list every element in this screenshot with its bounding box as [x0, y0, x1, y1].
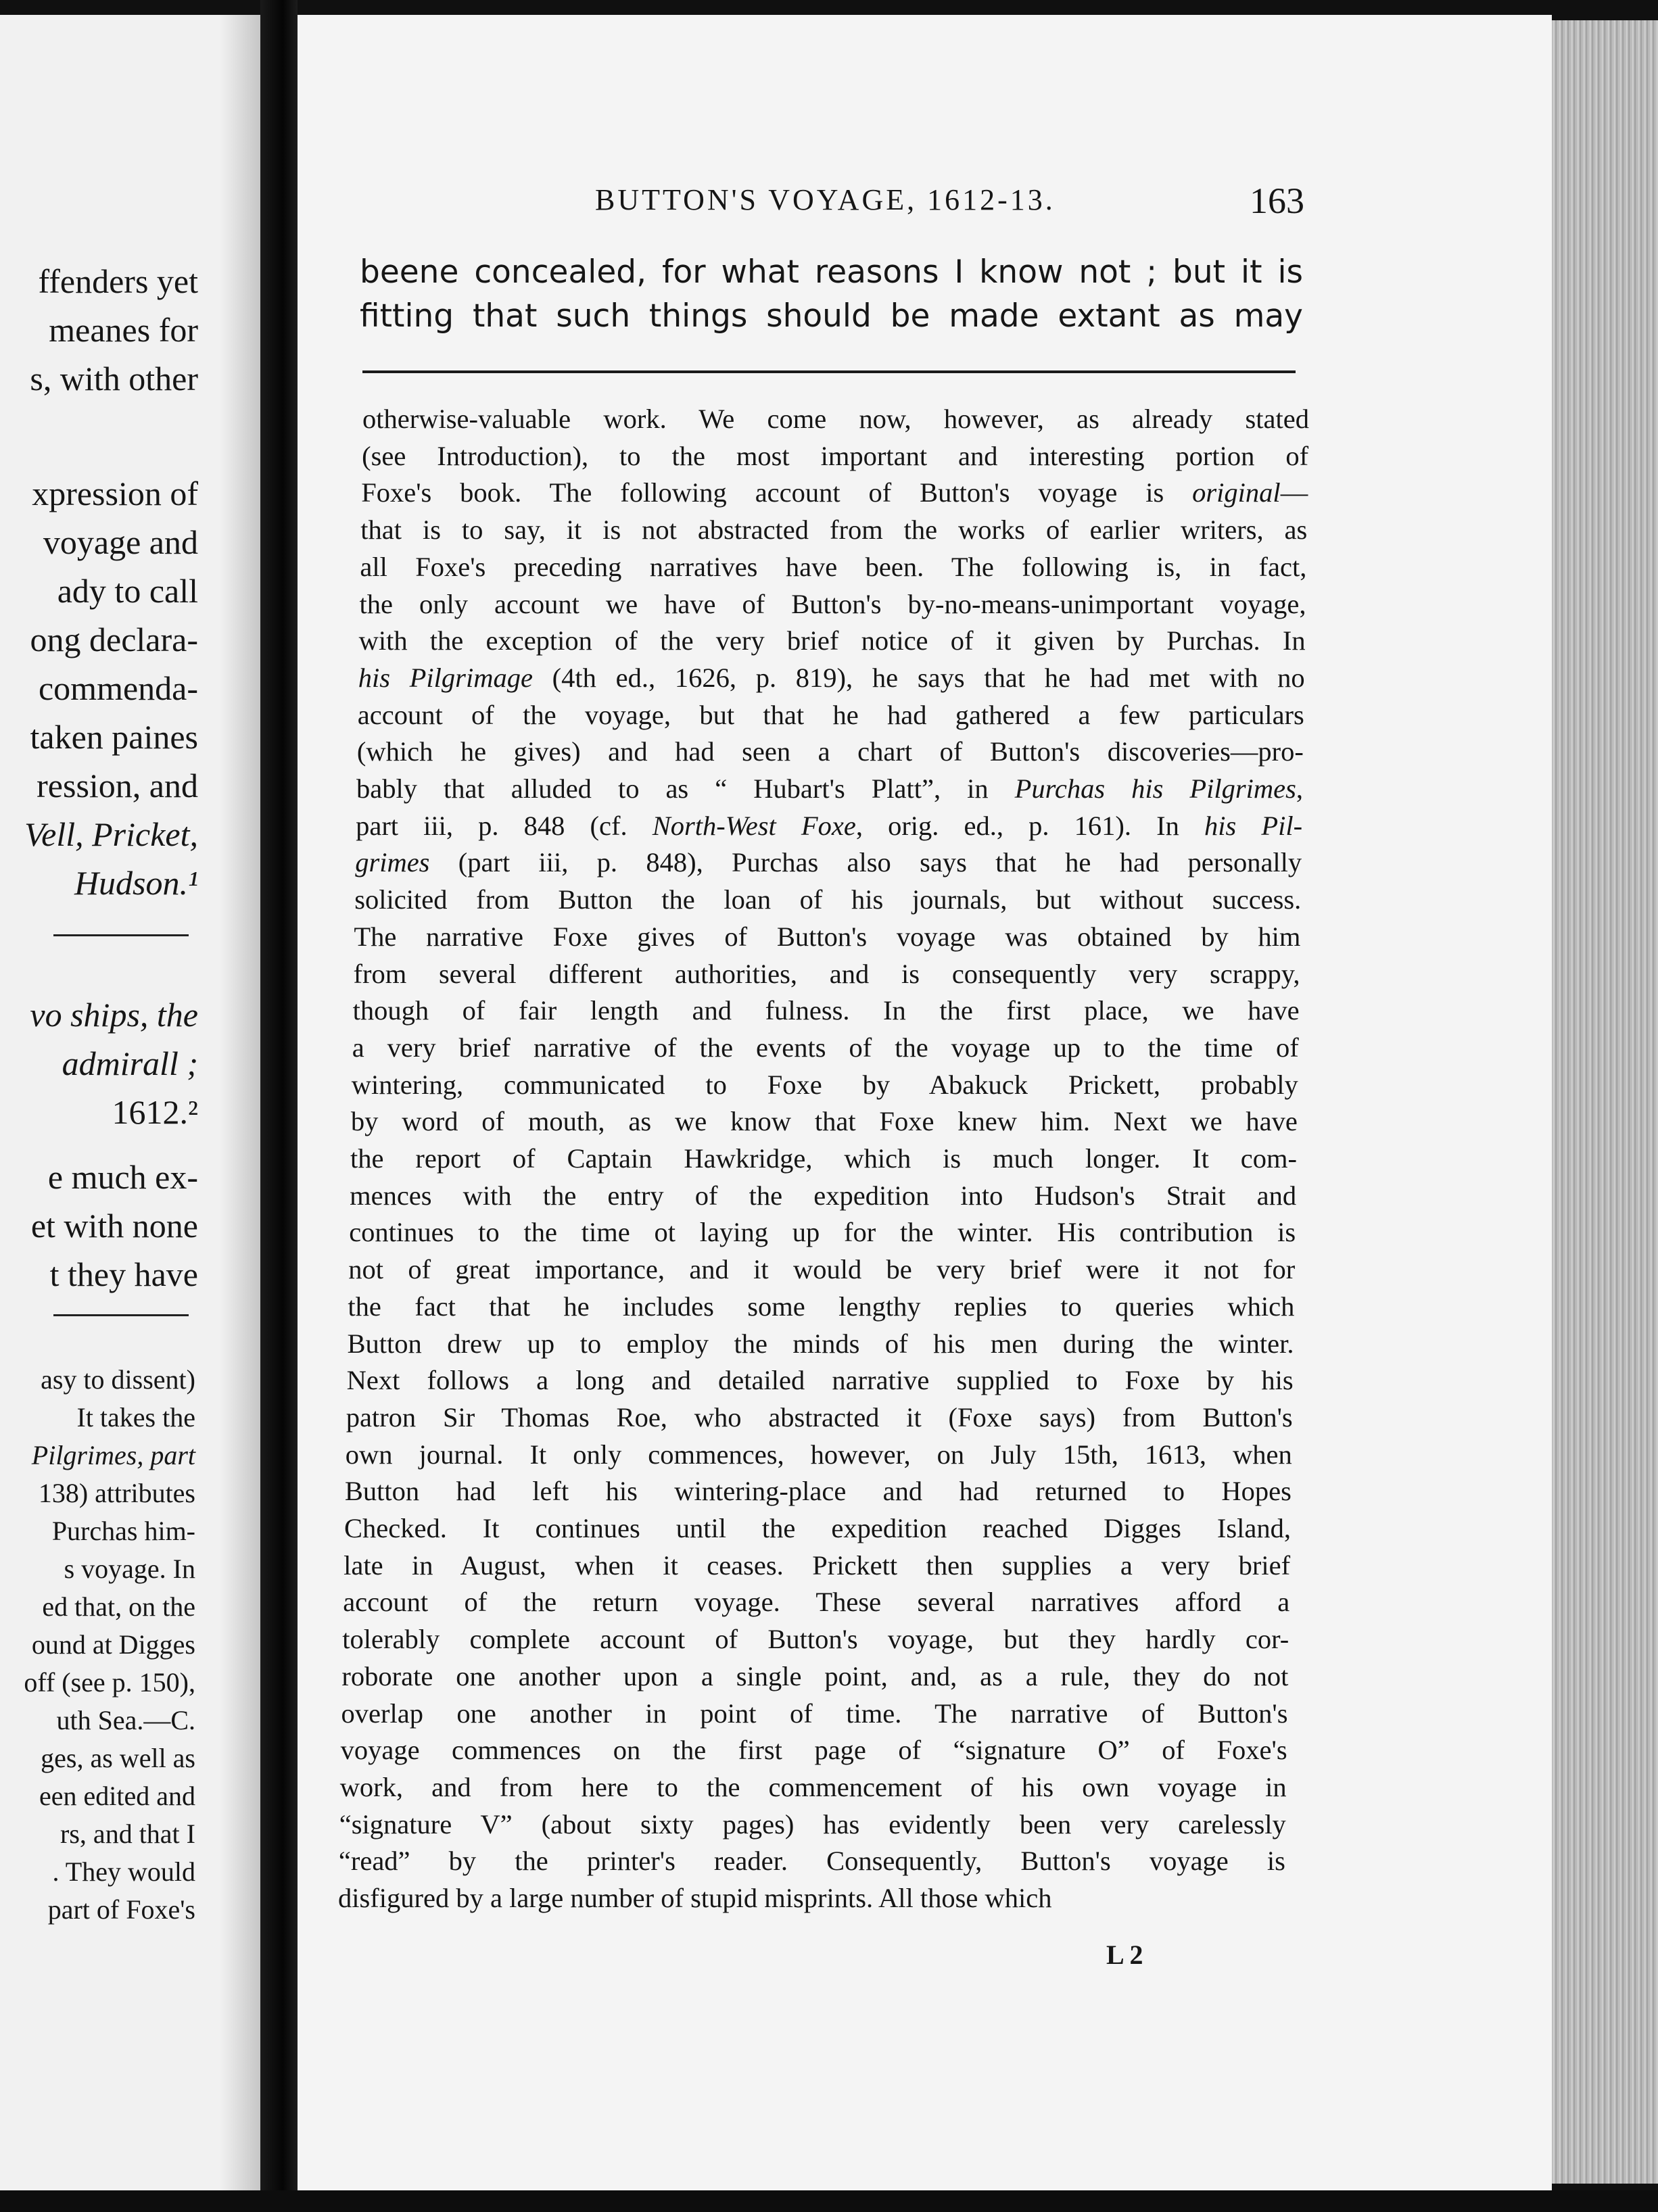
footnote-text: “read” by the printer's reader. Consequently, Button's voyage is: [338, 1846, 1285, 1877]
left-footnote-line: part of Foxe's: [47, 1894, 195, 1925]
footnote-line: [346, 1439, 1292, 1470]
footnote-text: that is to say, it is not abstracted from the works of earlier writers, as: [360, 514, 1308, 546]
footnote-line: [344, 1549, 1290, 1581]
footnote-line: [352, 1069, 1298, 1101]
footnote-text: voyage commences on the first page of “signature O” of Foxe's: [340, 1735, 1287, 1766]
footnote-text: , orig. ed., p. 161). In: [855, 810, 1204, 841]
left-text-line: xpression of: [32, 475, 198, 512]
footnote-text: patron Sir Thomas Roe, who abstracted it (Foxe says) from Button's: [346, 1401, 1293, 1433]
footnote-text: his Pil-: [1204, 810, 1303, 841]
left-text-line: ong declara-: [30, 621, 198, 658]
main-text-line: beene concealed, for what reasons I know not ; but it is: [360, 254, 1303, 291]
left-text-line: voyage and: [43, 523, 198, 561]
scanner-bed: [0, 2190, 1658, 2212]
footnote-line: [352, 1032, 1299, 1063]
footnote-line: [353, 994, 1300, 1026]
page-header: [595, 183, 1056, 217]
footnote-line: [342, 1623, 1289, 1655]
footnote-text: tolerably complete account of Button's voyage, but they hardly cor-: [342, 1624, 1289, 1655]
footnote-text: own journal. It only commences, however, on July 15th, 1613, when: [345, 1439, 1292, 1470]
footnote-rule: [362, 370, 1296, 373]
footnote-line: [360, 551, 1306, 583]
footnote-text: The narrative Foxe gives of Button's voyage was obtained by him: [354, 921, 1301, 952]
left-text-line: ady to call: [57, 572, 198, 610]
footnote-text: the fact that he includes some lengthy replies to queries which: [348, 1291, 1295, 1322]
footnote-text: account of the voyage, but that he had gathered a few particulars: [357, 699, 1304, 730]
footnote-line: [338, 1882, 1285, 1914]
footnote-line: [349, 1216, 1296, 1248]
footnote-text: North-West Foxe: [652, 810, 856, 841]
left-text-line: s, with other: [30, 360, 198, 398]
left-text-line: Hudson.¹: [74, 864, 198, 902]
left-footnote-line: ed that, on the: [42, 1591, 195, 1622]
footnote-text: all Foxe's preceding narratives have been. The following is, in fact,: [360, 551, 1307, 582]
left-text-line: Vell, Pricket,: [24, 815, 198, 853]
left-text-line: meanes for: [49, 311, 198, 349]
footnote-text: by word of mouth, as we know that Foxe knew him. Next we have: [350, 1106, 1298, 1137]
footnote-line: [354, 884, 1301, 915]
footnote-text: overlap one another in point of time. The narrative of Button's: [341, 1698, 1288, 1729]
footnote-line: [348, 1253, 1295, 1285]
footnote-line: [340, 1771, 1287, 1803]
left-footnote-line: s voyage. In: [64, 1554, 195, 1584]
footnote-line: [343, 1586, 1289, 1618]
running-head: BUTTON'S VOYAGE, 1612-13.: [595, 183, 1056, 216]
footnote-line: [355, 846, 1302, 878]
left-footnote-line: asy to dissent): [41, 1364, 195, 1395]
footnote-text: “signature V” (about sixty pages) has evidently been very carelessly: [339, 1808, 1286, 1840]
footnote-line: [354, 921, 1300, 953]
page-edges: [1552, 20, 1658, 2184]
footnote-text: (which he gives) and had seen a chart of Button's discoveries—pro-: [356, 736, 1304, 767]
footnote-text: grimes: [355, 847, 430, 878]
left-text-line: vo ships, the: [30, 996, 198, 1034]
footnote-line: [350, 1180, 1296, 1211]
footnote-text: wintering, communicated to Foxe by Abakuck Prickett, probably: [351, 1069, 1298, 1100]
left-footnote-rule: [53, 934, 189, 936]
left-text-line: et with none: [30, 1207, 198, 1245]
footnote-text: Checked. It continues until the expedition reached Digges Island,: [344, 1513, 1291, 1543]
footnote-line: [341, 1660, 1288, 1692]
footnote-text: Button drew up to employ the minds of his men during the winter.: [347, 1328, 1294, 1359]
footnote-line: [341, 1698, 1288, 1729]
footnote-text: mences with the entry of the expedition into Hudson's Strait and: [350, 1180, 1297, 1211]
footnote-text: roborate one another upon a single point, and, as a rule, they do not: [341, 1660, 1289, 1691]
footnote-line: [339, 1845, 1285, 1877]
left-footnote-line: ges, as well as: [41, 1743, 195, 1773]
left-footnote-line: 138) attributes: [38, 1478, 195, 1508]
footnote-line: [345, 1475, 1292, 1507]
footnote-text: (part iii, p. 848), Purchas also says that he had personally: [429, 847, 1302, 878]
footnote-line: [359, 625, 1306, 656]
footnote-line: [358, 662, 1305, 694]
footnote-text: late in August, when it ceases. Prickett then supplies a very brief: [344, 1549, 1291, 1581]
footnote-line: [346, 1401, 1293, 1433]
left-footnote-line: . They would: [52, 1856, 195, 1887]
footnote-text: —: [1280, 477, 1308, 508]
footnote-text: Purchas his Pilgrimes: [1014, 773, 1296, 804]
footnote-line: [347, 1364, 1294, 1396]
footnote-line: [339, 1808, 1286, 1840]
left-footnote-line: uth Sea.—C.: [56, 1705, 195, 1735]
main-text-line: fitting that such things should be made extant as may: [360, 297, 1303, 335]
footnote-line: [360, 514, 1307, 546]
footnote-text: solicited from Button the loan of his journals, but without success.: [354, 884, 1302, 915]
footnote-line: [362, 403, 1309, 435]
footnote-text: otherwise-valuable work. We come now, however, as already stated: [362, 404, 1309, 434]
footnote-line: [348, 1328, 1294, 1360]
footnote-line: [356, 773, 1303, 804]
book-gutter: [260, 0, 298, 2212]
footnote-line: [344, 1512, 1291, 1544]
footnote-text: account of the return voyage. These several narratives afford a: [343, 1587, 1290, 1618]
footnote-text: not of great importance, and it would be very brief were it not for: [348, 1254, 1296, 1285]
footnote-text: with the exception of the very brief notice of it given by Purchas. In: [358, 625, 1306, 656]
left-footnote-line: een edited and: [39, 1781, 195, 1811]
left-text-line: e much ex-: [47, 1158, 198, 1196]
page-curve-shadow: [220, 15, 260, 2198]
left-text-line: 1612.²: [112, 1093, 198, 1131]
footnote-text: Foxe's book. The following account of Button's voyage is: [361, 477, 1193, 508]
footnote-text: the report of Captain Hawkridge, which is much longer. It com-: [350, 1143, 1297, 1174]
signature-mark: L 2: [1106, 1940, 1143, 1970]
footnote-text: bably that alluded to as “ Hubart's Platt”, in: [356, 773, 1015, 804]
left-text-line: admirall ;: [62, 1044, 198, 1082]
left-footnote-line: It takes the: [76, 1402, 195, 1433]
left-footnote-line: Pilgrimes, part: [31, 1440, 195, 1470]
footnote-text: ,: [1296, 773, 1303, 804]
page-number: 163: [1250, 181, 1304, 221]
footnote-text: though of fair length and fulness. In the first place, we have: [352, 995, 1300, 1026]
left-footnote-line: ound at Digges: [31, 1629, 195, 1660]
footnote-line: [341, 1734, 1287, 1766]
footnote-text: Next follows a long and detailed narrative supplied to Foxe by his: [346, 1365, 1294, 1396]
footnote-text: work, and from here to the commencement of his own voyage in: [339, 1771, 1287, 1802]
footnote-line: [356, 810, 1302, 842]
footnote-text: his Pilgrimage: [358, 662, 533, 693]
footnote-line: [357, 736, 1304, 767]
footnote-line: [351, 1105, 1298, 1137]
footnote-text: a very brief narrative of the events of the voyage up to the time of: [352, 1032, 1299, 1063]
left-text-line: taken paines: [30, 718, 198, 756]
footnote-text: original: [1192, 477, 1281, 508]
footnote-line: [360, 588, 1306, 620]
footnote-text: the only account we have of Button's by-no-means-unimportant voyage,: [359, 588, 1306, 619]
left-footnote-line: Purchas him-: [51, 1516, 195, 1546]
footnote-line: [361, 477, 1308, 508]
footnote-text: (4th ed., 1626, p. 819), he says that he had met with no: [532, 662, 1305, 693]
left-text-line: ression, and: [37, 767, 198, 804]
footnote-line: [358, 699, 1304, 731]
footnote-text: from several different authorities, and is consequently very scrappy,: [353, 958, 1300, 989]
left-text-line: ffenders yet: [38, 262, 198, 300]
footnote-text: continues to the time ot laying up for the winter. His contribution is: [349, 1217, 1296, 1248]
footnote-text: disfigured by a large number of stupid misprints. All those which: [338, 1883, 1052, 1913]
footnote-text: (see Introduction), to the most important and interesting portion of: [362, 440, 1309, 471]
left-footnote-line: rs, and that I: [60, 1819, 195, 1849]
footnote-text: Button had left his wintering-place and had returned to Hopes: [344, 1476, 1292, 1507]
footnote-line: [362, 440, 1308, 472]
footnote-line: [348, 1291, 1294, 1322]
left-text-line: commenda-: [38, 669, 198, 707]
left-text-line: t they have: [49, 1255, 198, 1293]
left-footnote-line: off (see p. 150),: [24, 1667, 195, 1698]
footnote-line: [350, 1143, 1297, 1174]
left-page: [0, 15, 260, 2198]
footnote-line: [354, 958, 1300, 990]
footnote-text: part iii, p. 848 (cf.: [356, 810, 653, 841]
left-footnote-rule: [53, 1314, 189, 1316]
